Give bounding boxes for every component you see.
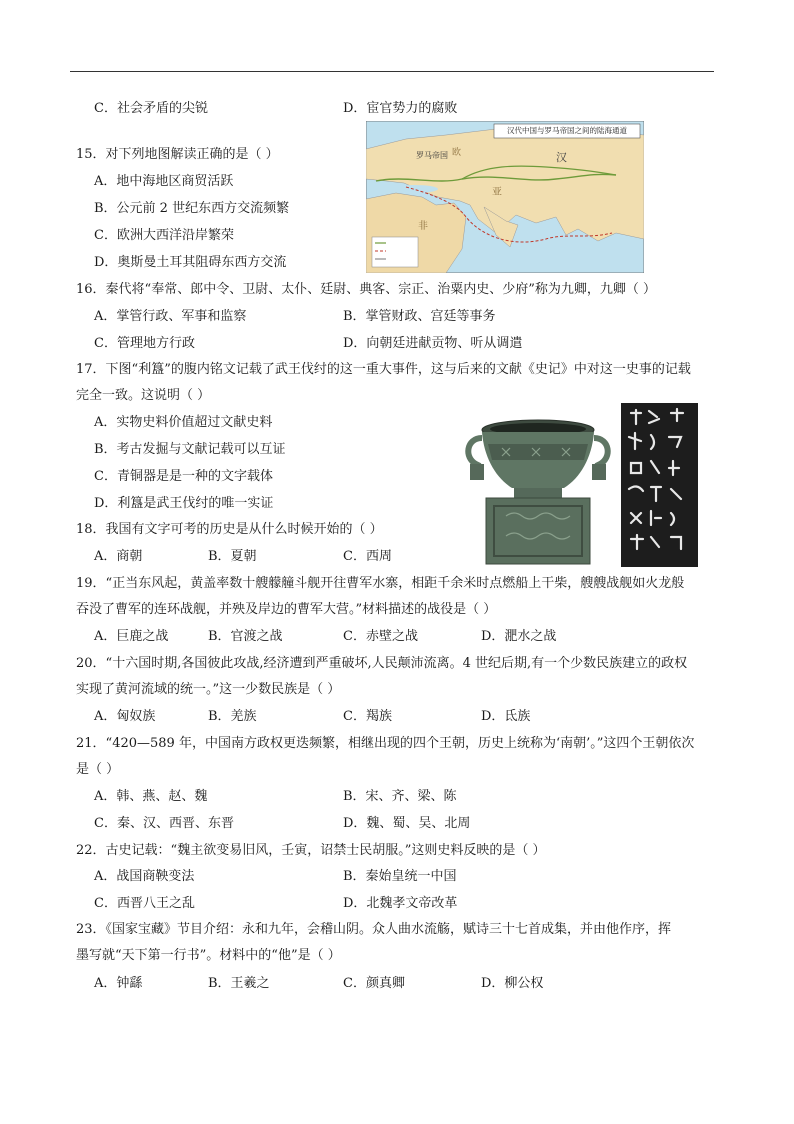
map-label-asia: 亚	[492, 187, 502, 198]
q22-option-d[interactable]: D．北魏孝文帝改革	[343, 896, 458, 911]
q20-option-b[interactable]: B．羌族	[208, 709, 257, 724]
q21-option-a[interactable]: A．韩、燕、赵、魏	[94, 789, 208, 804]
q17-option-c[interactable]: C．青铜器是是一种的文字载体	[94, 469, 273, 484]
q23-option-d[interactable]: D．柳公权	[481, 976, 544, 991]
q19-option-c[interactable]: C．赤壁之战	[343, 629, 418, 644]
q17-stem-line1: 17．下图“利簋”的腹内铭文记载了武王伐纣的这一重大事件，这与后来的文献《史记》中对这一史事的记载	[76, 362, 691, 377]
q20-option-c[interactable]: C．羯族	[343, 709, 392, 724]
q19-option-b[interactable]: B．官渡之战	[208, 629, 283, 644]
q18-stem: 18．我国有文字可考的历史是从什么时候开始的（ ）	[76, 522, 383, 537]
q21-stem-line2: 是（ ）	[76, 762, 120, 777]
map-label-rome: 罗马帝国	[416, 151, 448, 160]
header-rule	[70, 71, 714, 72]
ligui-bronze-vessel-image	[462, 408, 614, 566]
map-label-africa: 非	[418, 221, 428, 232]
q22-stem: 22．古史记载：“魏主欲变易旧风，壬寅，诏禁士民胡服。”这则史料反映的是（ ）	[76, 843, 546, 858]
q18-option-c[interactable]: C．西周	[343, 549, 392, 564]
q15-option-a[interactable]: A．地中海地区商贸活跃	[94, 174, 234, 189]
q22-option-b[interactable]: B．秦始皇统一中国	[343, 869, 457, 884]
map-label-europe: 欧	[452, 148, 462, 158]
q20-stem-line2: 实现了黄河流域的统一。”这一少数民族是（ ）	[76, 682, 341, 697]
q14-option-c[interactable]: C．社会矛盾的尖锐	[94, 101, 208, 116]
q16-option-d[interactable]: D．向朝廷进献贡物、听从调遣	[343, 336, 523, 351]
silk-road-map	[366, 121, 644, 273]
q22-option-c[interactable]: C．西晋八王之乱	[94, 896, 195, 911]
q21-option-b[interactable]: B．宋、齐、梁、陈	[343, 789, 457, 804]
q15-option-d[interactable]: D．奥斯曼土耳其阻碍东西方交流	[94, 255, 287, 270]
q21-option-c[interactable]: C．秦、汉、西晋、东晋	[94, 816, 234, 831]
q17-option-a[interactable]: A．实物史料价值超过文献史料	[94, 415, 273, 430]
q16-option-a[interactable]: A．掌管行政、军事和监察	[94, 309, 247, 324]
q17-stem-line2: 完全一致。这说明（ ）	[76, 388, 211, 403]
q23-option-a[interactable]: A．钟繇	[94, 976, 143, 991]
q21-stem-line1: 21．“420—589 年，中国南方政权更迭频繁，相继出现的四个王朝，历史上统称为‘南朝’。”这四个王朝依次	[76, 736, 695, 751]
map-label-han: 汉	[556, 151, 567, 164]
q20-stem-line1: 20．“十六国时期,各国彼此攻战,经济遭到严重破坏,人民颠沛流离。4 世纪后期,有一个少数民族建立的政权	[76, 656, 688, 671]
q18-option-a[interactable]: A．商朝	[94, 549, 143, 564]
q19-stem-line2: 吞没了曹军的连环战舰，并殃及岸边的曹军大营。”材料描述的战役是（ ）	[76, 602, 497, 617]
q15-option-c[interactable]: C．欧洲大西洋沿岸繁荣	[94, 228, 234, 243]
q23-stem-line2: 墨写就“天下第一行书”。材料中的“他”是（ ）	[76, 948, 341, 963]
q23-option-b[interactable]: B．王羲之	[208, 976, 270, 991]
q20-option-a[interactable]: A．匈奴族	[94, 709, 156, 724]
q23-stem-line1: 23．《国家宝藏》节目介绍：永和九年，会稽山阴。众人曲水流觞，赋诗三十七首成集，并由他作序，挥	[76, 922, 672, 937]
map-title: 汉代中国与罗马帝国之间的陆海通道	[507, 126, 627, 135]
q16-option-c[interactable]: C．管理地方行政	[94, 336, 195, 351]
q19-option-d[interactable]: D．淝水之战	[481, 629, 557, 644]
q17-option-b[interactable]: B．考古发掘与文献记载可以互证	[94, 442, 286, 457]
q18-option-b[interactable]: B．夏朝	[208, 549, 257, 564]
q17-option-d[interactable]: D．利簋是武王伐纣的唯一实证	[94, 496, 274, 511]
q21-option-d[interactable]: D．魏、蜀、吴、北周	[343, 816, 471, 831]
q23-option-c[interactable]: C．颜真卿	[343, 976, 405, 991]
q20-option-d[interactable]: D．氐族	[481, 709, 531, 724]
q19-option-a[interactable]: A．巨鹿之战	[94, 629, 169, 644]
q16-stem: 16．秦代将“奉常、郎中令、卫尉、太仆、廷尉、典客、宗正、治粟内史、少府”称为九卿，九卿（ ）	[76, 282, 656, 297]
inscription-rubbing-image	[621, 403, 698, 567]
q14-option-d[interactable]: D．宦官势力的腐败	[343, 101, 458, 116]
q15-option-b[interactable]: B．公元前 2 世纪东西方交流频繁	[94, 201, 290, 216]
q16-option-b[interactable]: B．掌管财政、宫廷等事务	[343, 309, 496, 324]
q15-stem: 15．对下列地图解读正确的是（ ）	[76, 147, 279, 162]
q22-option-a[interactable]: A．战国商鞅变法	[94, 869, 195, 884]
q19-stem-line1: 19．“正当东风起，黄盖率数十艘艨艟斗舰开往曹军水寨，相距千余米时点燃船上干柴，艘艘战舰如火龙般	[76, 576, 685, 591]
